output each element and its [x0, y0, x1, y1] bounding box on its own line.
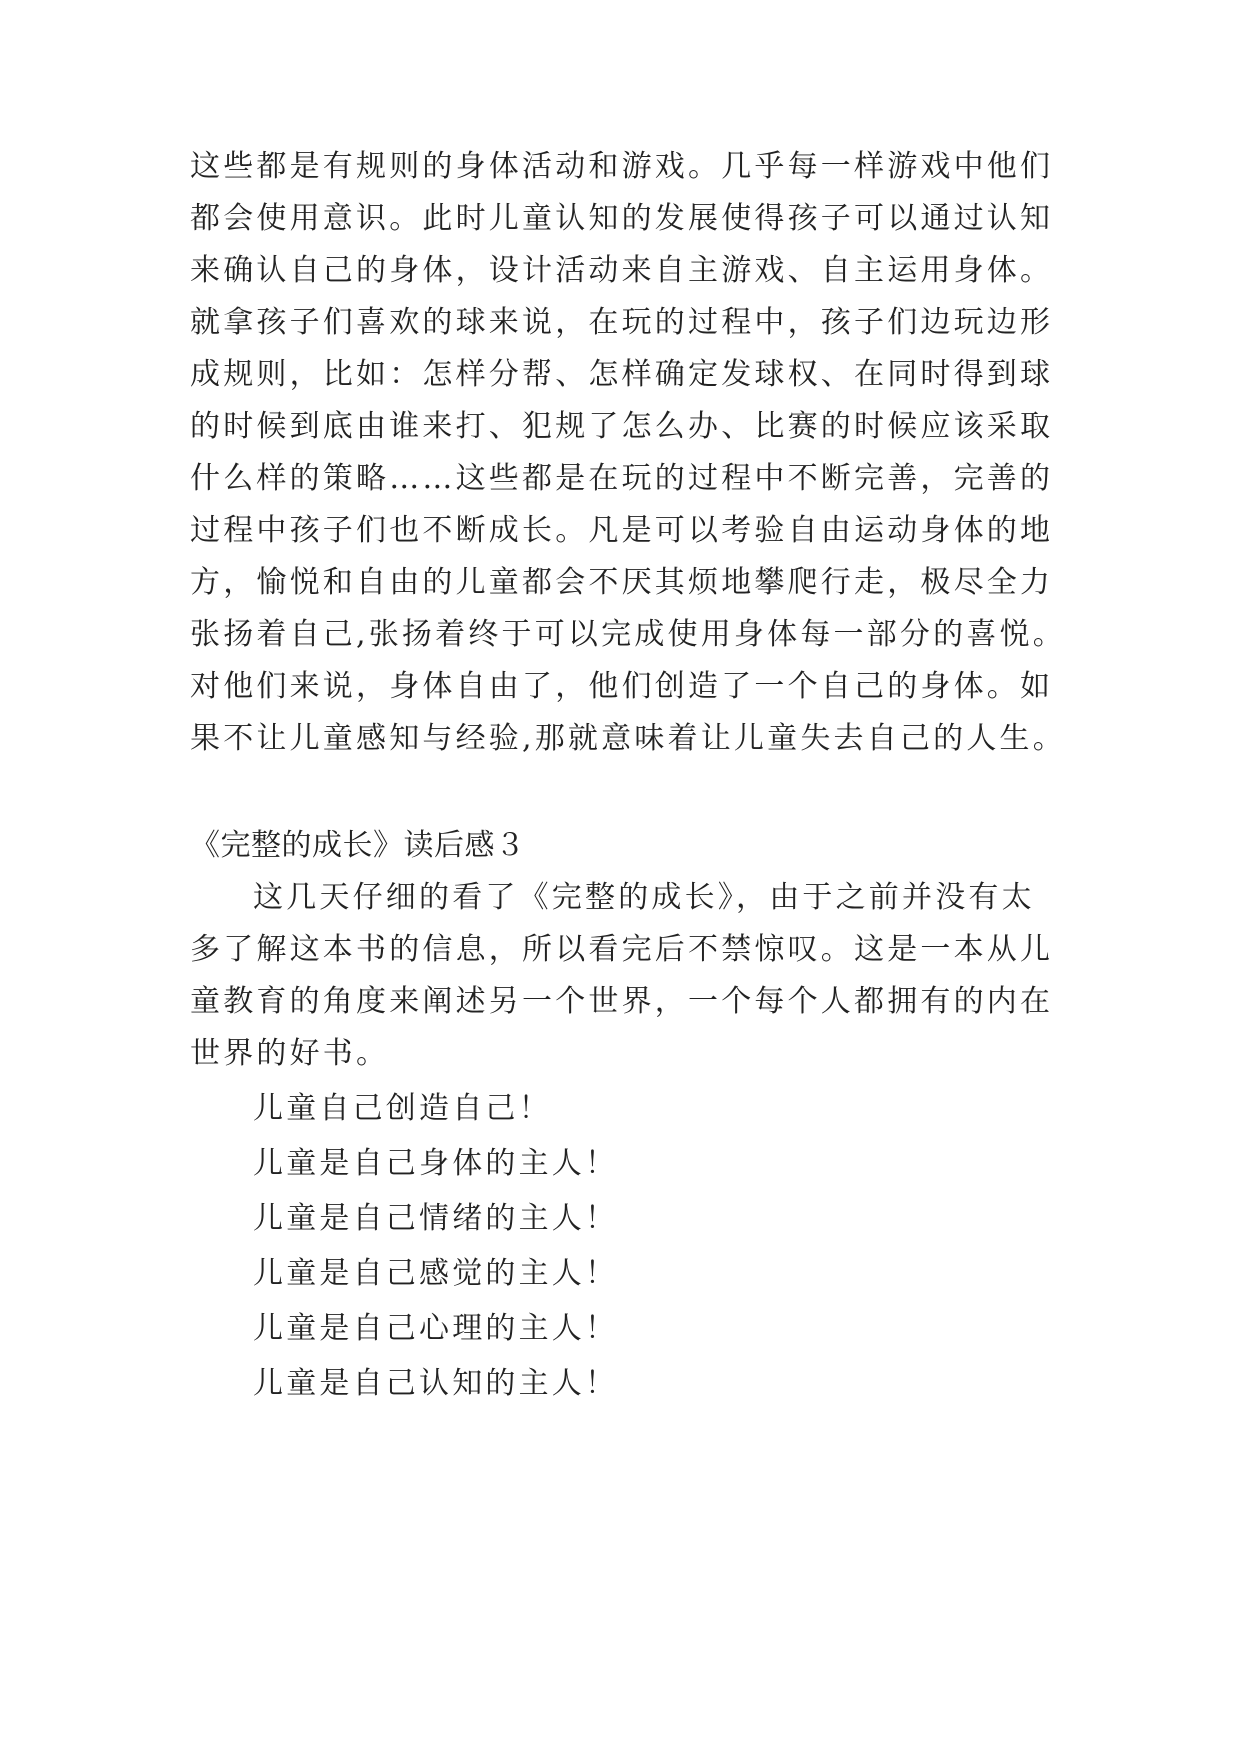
statement-item: 儿童自己创造自己！ [253, 1091, 552, 1126]
text-line: 来确认自己的身体，设计活动来自主游戏、自主运用身体。 [190, 253, 1054, 288]
statement-item: 儿童是自己身体的主人！ [253, 1146, 619, 1181]
text-line: 童教育的角度来阐述另一个世界，一个每个人都拥有的内在 [190, 984, 1054, 1019]
statement-item: 儿童是自己感觉的主人！ [253, 1256, 619, 1291]
text-line: 这些都是有规则的身体活动和游戏。几乎每一样游戏中他们 [190, 149, 1054, 184]
text-line: 果不让儿童感知与经验,那就意味着让儿童失去自己的人生。 [190, 721, 1066, 756]
text-line: 就拿孩子们喜欢的球来说，在玩的过程中，孩子们边玩边形 [190, 305, 1054, 340]
text-line: 都会使用意识。此时儿童认知的发展使得孩子可以通过认知 [190, 201, 1054, 236]
text-line: 张扬着自己,张扬着终于可以完成使用身体每一部分的喜悦。 [190, 617, 1066, 652]
statement-item: 儿童是自己认知的主人！ [253, 1366, 619, 1401]
statement-item: 儿童是自己心理的主人！ [253, 1311, 619, 1346]
text-line: 什么样的策略……这些都是在玩的过程中不断完善，完善的 [190, 461, 1054, 496]
text-line: 成规则，比如：怎样分帮、怎样确定发球权、在同时得到球 [190, 357, 1054, 392]
text-line: 这几天仔细的看了《完整的成长》，由于之前并没有太 [253, 880, 1035, 915]
text-line: 方，愉悦和自由的儿童都会不厌其烦地攀爬行走，极尽全力 [190, 565, 1054, 600]
text-line: 世界的好书。 [190, 1036, 390, 1071]
text-line: 对他们来说，身体自由了，他们创造了一个自己的身体。如 [190, 669, 1054, 704]
text-line: 过程中孩子们也不断成长。凡是可以考验自由运动身体的地 [190, 513, 1054, 548]
section-title: 《完整的成长》读后感３ [190, 828, 526, 863]
text-line: 的时候到底由谁来打、犯规了怎么办、比赛的时候应该采取 [190, 409, 1054, 444]
text-line: 多了解这本书的信息，所以看完后不禁惊叹。这是一本从儿 [190, 932, 1054, 967]
statement-item: 儿童是自己情绪的主人！ [253, 1201, 619, 1236]
